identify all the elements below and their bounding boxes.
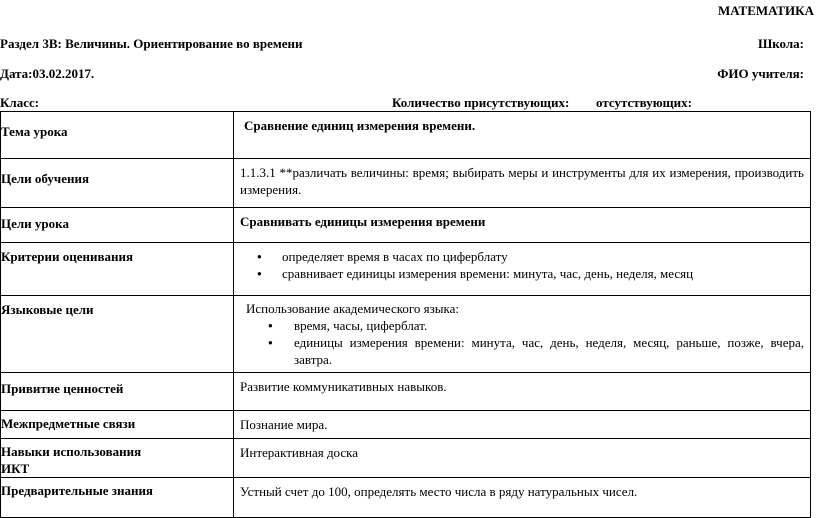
language-goals-intro: Использование академического языка:	[246, 301, 459, 316]
ict-value: Интерактивная доска	[234, 439, 811, 478]
row-label: Критерии оценивания	[1, 243, 234, 296]
learning-goals-value: 1.1.3.1 **различать величины: время; выбирать меры и инструменты для их измерения, производить измерения.	[234, 159, 811, 208]
row-label: Тема урока	[1, 112, 234, 159]
class-label: Класс:	[0, 95, 40, 110]
row-label: Предварительные знания	[1, 478, 234, 518]
table-row-topic	[1, 112, 811, 159]
table-row-criteria	[1, 243, 811, 296]
section-title: Раздел 3В: Величины. Ориентирование во времени	[0, 36, 303, 51]
language-goals-list	[246, 317, 804, 368]
teacher-label: ФИО учителя:	[717, 66, 804, 81]
school-label: Школа:	[757, 36, 804, 51]
criteria-value	[234, 243, 811, 296]
table-row-prior-knowledge	[1, 478, 811, 518]
row-label: Привитие ценностей	[1, 373, 234, 411]
date-label: Дата:03.02.2017.	[0, 66, 95, 81]
row-label: Межпредметные связи	[1, 411, 234, 439]
lesson-goals-value: Сравнивать единицы измерения времени	[234, 208, 811, 243]
row-label: Цели урока	[1, 208, 234, 243]
present-count-label: Количество присутствующих:	[392, 95, 570, 110]
table-row-lesson-goals	[1, 208, 811, 243]
absent-count-label: отсутствующих:	[596, 95, 692, 110]
row-label: Языковые цели	[1, 296, 234, 373]
subject-title: МАТЕМАТИКА	[718, 3, 814, 18]
language-goals-value	[234, 296, 811, 373]
table-row-values	[1, 373, 811, 411]
topic-value: Сравнение единиц измерения времени.	[234, 112, 811, 159]
table-row-ict	[1, 439, 811, 478]
lesson-plan-table	[0, 111, 811, 518]
cross-curricular-value: Познание мира.	[234, 411, 811, 439]
list-item: ● сравнивает единицы измерения времени: минута, час, день, неделя, месяц	[282, 265, 804, 282]
criteria-list	[240, 248, 804, 282]
prior-knowledge-value: Устный счет до 100, определять место числа в ряду натуральных чисел.	[234, 478, 811, 518]
row-label: Цели обучения	[1, 159, 234, 208]
table-row-learning-goals	[1, 159, 811, 208]
table-row-language-goals	[1, 296, 811, 373]
row-label: Навыки использования ИКТ	[1, 439, 234, 478]
table-row-cross-curricular	[1, 411, 811, 439]
values-value: Развитие коммуникативных навыков.	[234, 373, 811, 411]
list-item: ● единицы измерения времени: минута, час, день, неделя, месяц, раньше, позже, вчера, завтра.	[294, 334, 804, 368]
list-item: ● определяет время в часах по циферблату	[282, 248, 804, 265]
list-item: ● время, часы, циферблат.	[294, 317, 804, 334]
